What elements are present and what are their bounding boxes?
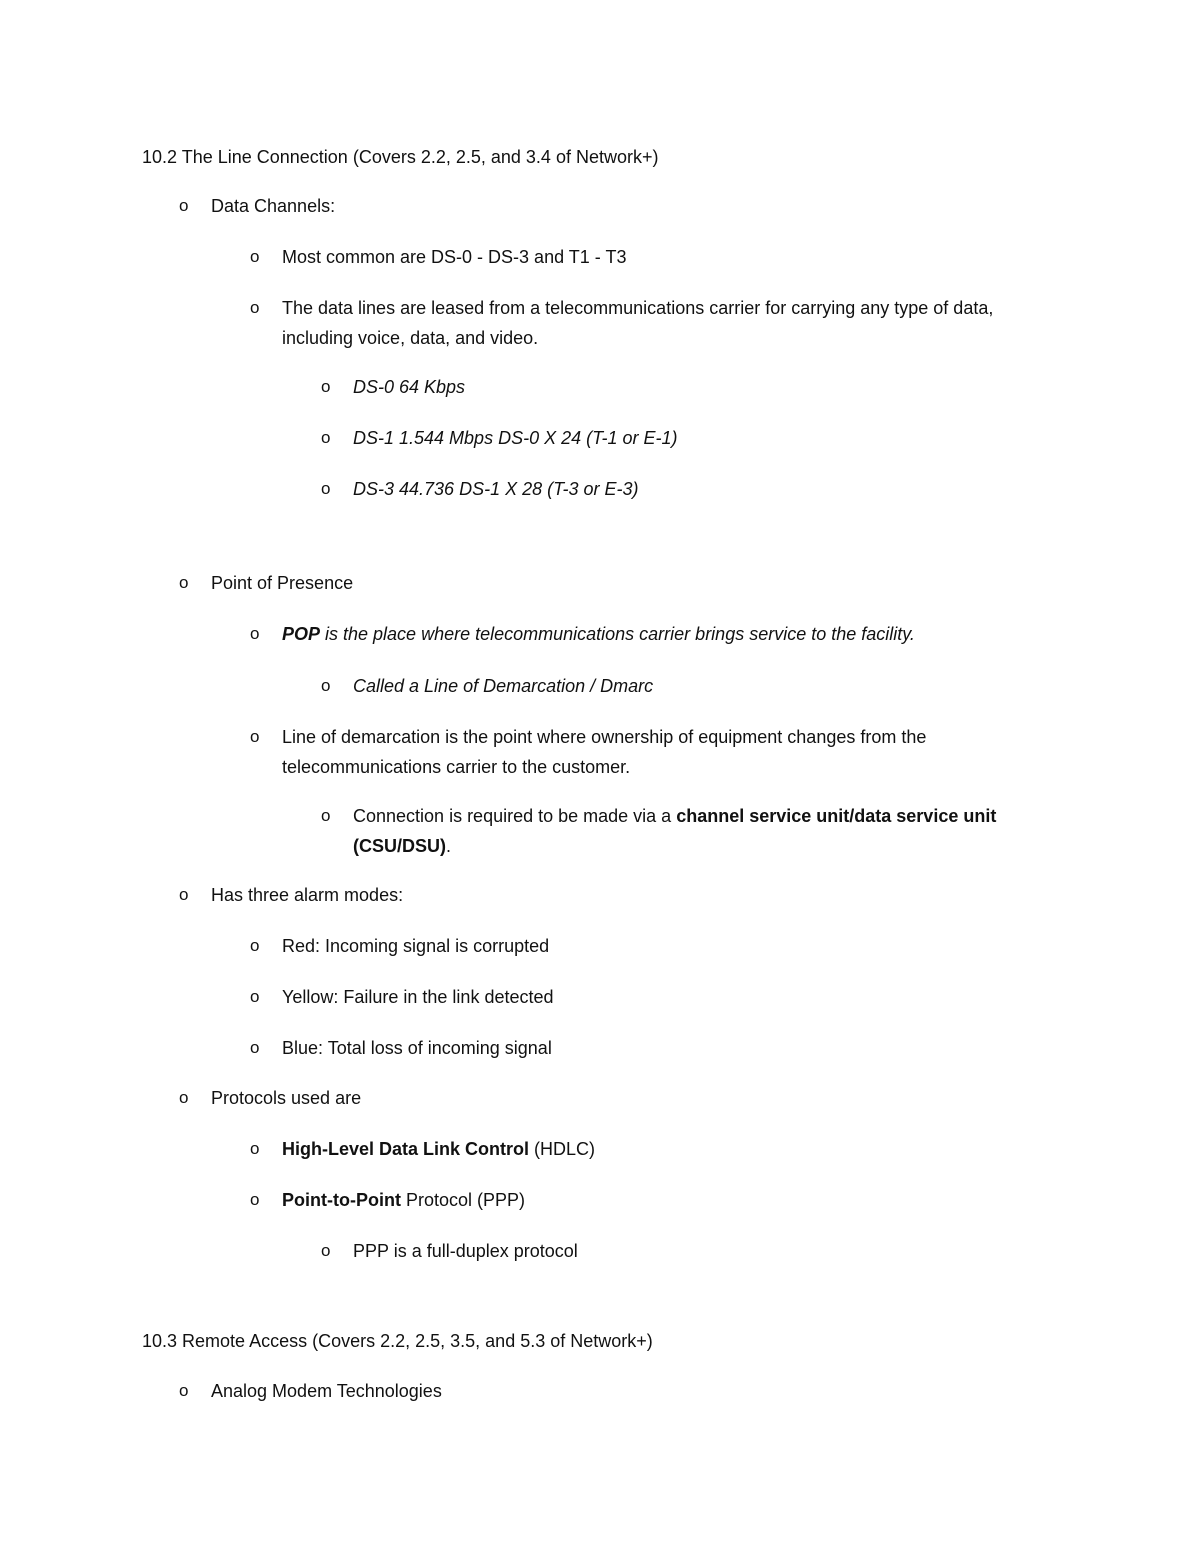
bullet-icon: o (321, 1241, 331, 1260)
list-item-data-lines: o The data lines are leased from a telecommunications carrier for carrying any type of data, including voice, data, and video. (282, 293, 1042, 353)
bullet-icon: o (250, 247, 260, 266)
bullet-icon: o (321, 806, 331, 825)
list-item-ds0: o DS-0 64 Kbps (353, 372, 1053, 402)
ppp-term: Point-to-Point (282, 1190, 401, 1210)
list-item-ds1: o DS-1 1.544 Mbps DS-0 X 24 (T-1 or E-1) (353, 423, 1053, 453)
list-item-blue-alarm: o Blue: Total loss of incoming signal (282, 1033, 1042, 1063)
csu-dsu-term: channel service unit/data service unit (CSU/DSU) (353, 806, 997, 856)
bullet-icon: o (250, 987, 260, 1006)
bullet-icon: o (250, 624, 260, 643)
bullet-icon: o (179, 573, 189, 592)
bullet-icon: o (321, 676, 331, 695)
list-item-ppp-full-duplex: o PPP is a full-duplex protocol (353, 1236, 1053, 1266)
list-item-ppp: o Point-to-Point Protocol (PPP) (282, 1185, 1042, 1215)
list-item-csu-dsu: o Connection is required to be made via a channel service unit/data service unit (CSU/DSU). (353, 801, 1053, 861)
bullet-icon: o (321, 377, 331, 396)
list-item-alarm-modes: o Has three alarm modes: (211, 880, 403, 910)
bullet-icon: o (179, 1088, 189, 1107)
list-item-yellow-alarm: o Yellow: Failure in the link detected (282, 982, 1042, 1012)
bullet-icon: o (179, 885, 189, 904)
list-item-most-common: o Most common are DS-0 - DS-3 and T1 - T3 (282, 242, 1042, 272)
list-item-ds3: o DS-3 44.736 DS-1 X 28 (T-3 or E-3) (353, 474, 1053, 504)
list-item-line-of-demarcation: o Called a Line of Demarcation / Dmarc (353, 671, 1053, 701)
bullet-icon: o (179, 1381, 189, 1400)
bullet-icon: o (250, 1139, 260, 1158)
pop-term: POP (282, 624, 321, 644)
section-heading-10-2: 10.2 The Line Connection (Covers 2.2, 2.5, and 3.4 of Network+) (142, 147, 659, 167)
list-item-demarcation-definition: o Line of demarcation is the point where ownership of equipment changes from the telecommunications carrier to the customer. (282, 722, 1042, 782)
list-item-red-alarm: o Red: Incoming signal is corrupted (282, 931, 1042, 961)
bullet-icon: o (250, 1038, 260, 1057)
bullet-icon: o (179, 196, 189, 215)
list-item-point-of-presence: o Point of Presence (211, 568, 353, 598)
section-heading-10-3: 10.3 Remote Access (Covers 2.2, 2.5, 3.5, and 5.3 of Network+) (142, 1331, 653, 1351)
hdlc-term: High-Level Data Link Control (282, 1139, 530, 1159)
list-item-pop-definition: o POP is the place where telecommunications carrier brings service to the facility. (282, 619, 1042, 649)
list-item-analog-modem: o Analog Modem Technologies (211, 1376, 442, 1406)
bullet-icon: o (250, 298, 260, 317)
bullet-icon: o (321, 428, 331, 447)
list-item-hdlc: o High-Level Data Link Control (HDLC) (282, 1134, 1042, 1164)
bullet-icon: o (250, 727, 260, 746)
bullet-icon: o (250, 1190, 260, 1209)
bullet-icon: o (250, 936, 260, 955)
list-item-data-channels: o Data Channels: (211, 191, 335, 221)
bullet-icon: o (321, 479, 331, 498)
list-item-protocols: o Protocols used are (211, 1083, 361, 1113)
